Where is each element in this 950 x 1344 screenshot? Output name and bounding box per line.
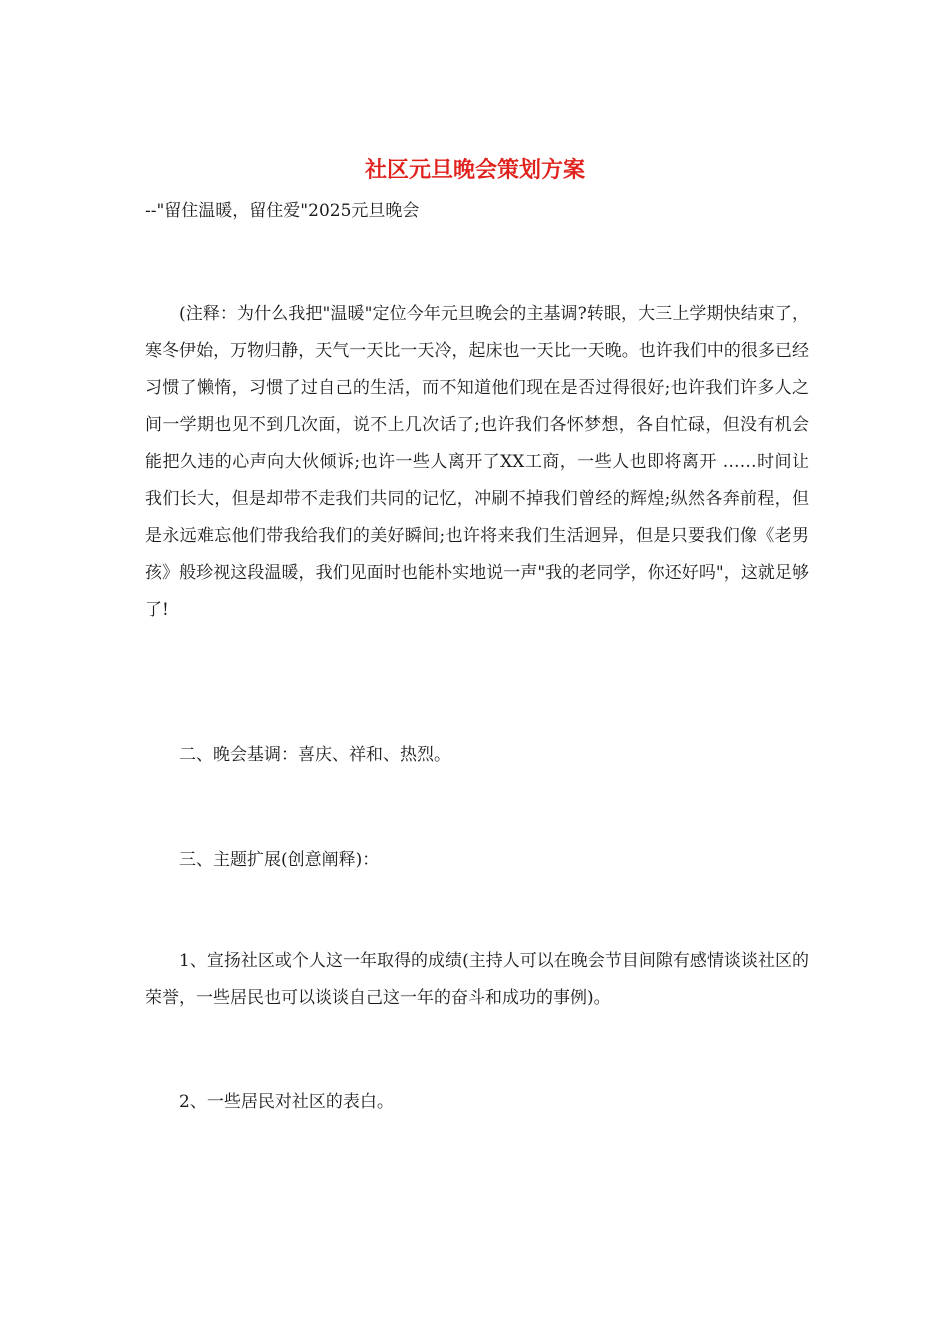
- page-subtitle: --"留住温暖，留住爱"2025元旦晚会: [145, 201, 420, 221]
- paragraph-item-2: 2、一些居民对社区的表白。: [179, 1092, 394, 1112]
- paragraph-item-1: 1、宣扬社区或个人这一年取得的成绩(主持人可以在晚会节目间隙有感情谈谈社区的荣誉，一些居民也可以谈谈自己这一年的奋斗和成功的事例)。: [145, 951, 809, 1008]
- paragraph-tone: 二、晚会基调：喜庆、祥和、热烈。: [179, 745, 451, 765]
- paragraph-theme-heading: 三、主题扩展(创意阐释)：: [179, 850, 380, 870]
- page-title: 社区元旦晚会策划方案: [364, 157, 585, 183]
- paragraph-note: (注释：为什么我把"温暖"定位今年元旦晚会的主基调?转眼，大三上学期快结束了，寒冬伊始，万物归静，天气一天比一天冷，起床也一天比一天晚。也许我们中的很多已经习惯了懒惰，习惯了过自己的生活，而不知道他们现在是否过得很好;也许我们许多人之间一学期也见不到几次面，说不上几次话了;也许我们各怀梦想，各自忙碌，但没有机会能把久违的心声向大伙倾诉;也许一些人离开了XX工商，一些人也即将离开 ……时间让我们长大，但是却带不走我们共同的记忆，冲刷不掉我们曾经的辉煌;纵然各奔前程，但是永远难忘他们带我给我们的美好瞬间;也许将来我们生活迥异，但是只要我们像《老男孩》般珍视这段温暖，我们见面时也能朴实地说一声"我的老同学，你还好吗"，这就足够了!: [145, 304, 809, 620]
